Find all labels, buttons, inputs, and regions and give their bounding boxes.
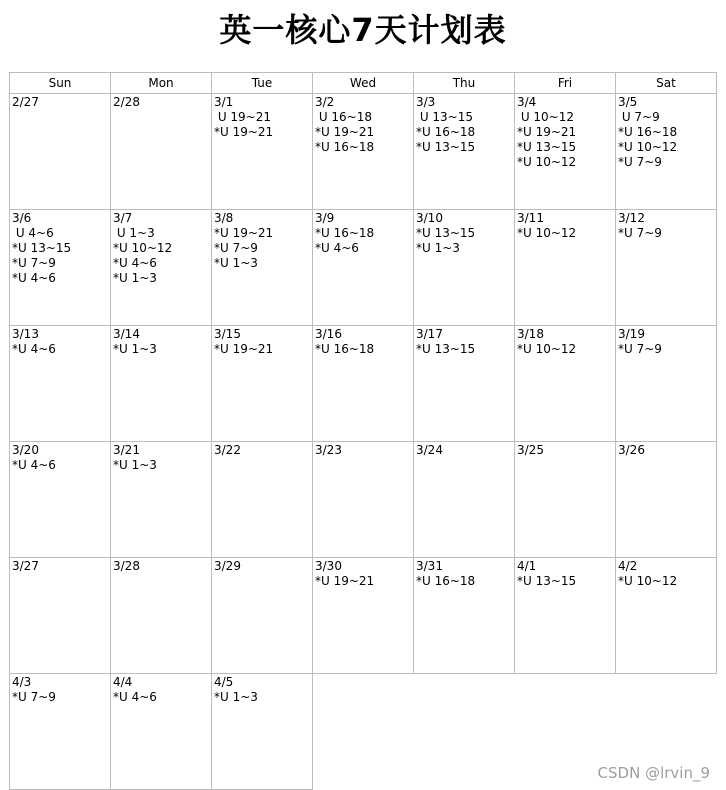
day-cell bbox=[313, 94, 414, 210]
day-date: 4/3 bbox=[12, 675, 32, 689]
day-cell bbox=[212, 210, 313, 326]
schedule-entry: *U 13~15 bbox=[517, 574, 577, 588]
day-date: 4/1 bbox=[517, 559, 537, 573]
week-row bbox=[10, 558, 717, 674]
day-cell bbox=[515, 94, 616, 210]
day-date: 3/2 bbox=[315, 95, 335, 109]
day-cell bbox=[212, 94, 313, 210]
schedule-entry: *U 4~6 bbox=[113, 690, 157, 704]
week-row bbox=[10, 326, 717, 442]
day-date: 3/13 bbox=[12, 327, 39, 341]
schedule-entry: U 1~3 bbox=[113, 226, 155, 240]
calendar-header bbox=[10, 73, 717, 94]
schedule-entry: *U 19~21 bbox=[517, 125, 577, 139]
day-cell bbox=[515, 210, 616, 326]
day-cell bbox=[111, 326, 212, 442]
day-date: 3/15 bbox=[214, 327, 241, 341]
schedule-entry: *U 19~21 bbox=[214, 342, 274, 356]
schedule-entry: *U 1~3 bbox=[113, 271, 157, 285]
schedule-entry: *U 4~6 bbox=[12, 342, 56, 356]
empty-cell bbox=[313, 674, 414, 790]
calendar-body bbox=[10, 94, 717, 790]
schedule-entry: U 4~6 bbox=[12, 226, 54, 240]
day-date: 3/9 bbox=[315, 211, 335, 225]
schedule-entry: *U 13~15 bbox=[12, 241, 72, 255]
day-cell bbox=[10, 558, 111, 674]
schedule-entry: *U 7~9 bbox=[618, 226, 662, 240]
schedule-entry: *U 1~3 bbox=[113, 342, 157, 356]
day-date: 2/28 bbox=[113, 95, 140, 109]
schedule-entry: *U 13~15 bbox=[416, 342, 476, 356]
schedule-entry: *U 10~12 bbox=[517, 226, 577, 240]
schedule-entry: *U 10~12 bbox=[618, 574, 678, 588]
day-date: 3/24 bbox=[416, 443, 443, 457]
day-cell bbox=[212, 674, 313, 790]
day-cell bbox=[515, 326, 616, 442]
schedule-entry: *U 1~3 bbox=[113, 458, 157, 472]
day-date: 3/30 bbox=[315, 559, 342, 573]
schedule-entry: *U 4~6 bbox=[315, 241, 359, 255]
day-date: 3/28 bbox=[113, 559, 140, 573]
schedule-entry: *U 4~6 bbox=[12, 271, 56, 285]
day-cell bbox=[616, 558, 717, 674]
weekday-header: Wed bbox=[313, 73, 414, 94]
week-row bbox=[10, 94, 717, 210]
day-date: 3/20 bbox=[12, 443, 39, 457]
day-date: 3/8 bbox=[214, 211, 234, 225]
day-cell bbox=[111, 94, 212, 210]
day-cell bbox=[111, 558, 212, 674]
day-cell bbox=[515, 558, 616, 674]
day-date: 3/1 bbox=[214, 95, 234, 109]
day-date: 3/17 bbox=[416, 327, 443, 341]
schedule-entry: *U 7~9 bbox=[214, 241, 258, 255]
day-cell bbox=[313, 558, 414, 674]
schedule-entry: *U 1~3 bbox=[214, 256, 258, 270]
day-cell bbox=[313, 326, 414, 442]
schedule-entry: *U 7~9 bbox=[12, 256, 56, 270]
empty-cell bbox=[414, 674, 515, 790]
day-date: 3/7 bbox=[113, 211, 133, 225]
schedule-entry: *U 10~12 bbox=[113, 241, 173, 255]
schedule-entry: U 16~18 bbox=[315, 110, 373, 124]
day-cell bbox=[212, 326, 313, 442]
page-title: 英一核心7天计划表 bbox=[219, 11, 507, 49]
weekday-header: Fri bbox=[515, 73, 616, 94]
week-row bbox=[10, 442, 717, 558]
day-cell bbox=[616, 326, 717, 442]
schedule-entry: U 7~9 bbox=[618, 110, 660, 124]
day-cell bbox=[414, 442, 515, 558]
day-date: 4/5 bbox=[214, 675, 234, 689]
schedule-entry: *U 16~18 bbox=[618, 125, 678, 139]
day-date: 3/11 bbox=[517, 211, 544, 225]
day-cell bbox=[212, 442, 313, 558]
schedule-entry: *U 1~3 bbox=[416, 241, 460, 255]
day-cell bbox=[414, 326, 515, 442]
weekday-header: Mon bbox=[111, 73, 212, 94]
schedule-entry: *U 4~6 bbox=[113, 256, 157, 270]
day-date: 3/27 bbox=[12, 559, 39, 573]
day-date: 2/27 bbox=[12, 95, 39, 109]
day-cell bbox=[313, 210, 414, 326]
day-cell bbox=[111, 210, 212, 326]
day-cell bbox=[515, 442, 616, 558]
day-cell bbox=[10, 210, 111, 326]
schedule-entry: *U 16~18 bbox=[416, 125, 476, 139]
weekday-header: Tue bbox=[212, 73, 313, 94]
day-date: 3/14 bbox=[113, 327, 140, 341]
schedule-entry: *U 16~18 bbox=[416, 574, 476, 588]
schedule-entry: *U 7~9 bbox=[12, 690, 56, 704]
day-cell bbox=[313, 442, 414, 558]
watermark: CSDN @lrvin_9 bbox=[597, 764, 710, 782]
day-cell bbox=[111, 674, 212, 790]
schedule-entry: *U 10~12 bbox=[517, 155, 577, 169]
schedule-entry: *U 4~6 bbox=[12, 458, 56, 472]
day-cell bbox=[414, 94, 515, 210]
schedule-entry: U 13~15 bbox=[416, 110, 474, 124]
day-date: 3/23 bbox=[315, 443, 342, 457]
schedule-entry: *U 16~18 bbox=[315, 140, 375, 154]
schedule-entry: *U 13~15 bbox=[517, 140, 577, 154]
day-cell bbox=[616, 442, 717, 558]
day-date: 3/4 bbox=[517, 95, 537, 109]
day-date: 3/29 bbox=[214, 559, 241, 573]
weekday-header: Thu bbox=[414, 73, 515, 94]
schedule-entry: *U 7~9 bbox=[618, 342, 662, 356]
schedule-entry: *U 16~18 bbox=[315, 226, 375, 240]
day-date: 3/25 bbox=[517, 443, 544, 457]
schedule-entry: *U 13~15 bbox=[416, 226, 476, 240]
schedule-entry: *U 7~9 bbox=[618, 155, 662, 169]
schedule-entry: U 19~21 bbox=[214, 110, 272, 124]
day-cell bbox=[616, 210, 717, 326]
day-date: 3/21 bbox=[113, 443, 140, 457]
day-date: 3/6 bbox=[12, 211, 32, 225]
day-date: 3/31 bbox=[416, 559, 443, 573]
schedule-entry: *U 19~21 bbox=[214, 125, 274, 139]
day-date: 3/12 bbox=[618, 211, 645, 225]
day-cell bbox=[10, 326, 111, 442]
calendar-table bbox=[9, 72, 717, 790]
schedule-entry: *U 16~18 bbox=[315, 342, 375, 356]
day-date: 4/4 bbox=[113, 675, 133, 689]
day-cell bbox=[414, 558, 515, 674]
schedule-entry: *U 1~3 bbox=[214, 690, 258, 704]
day-date: 3/26 bbox=[618, 443, 645, 457]
day-cell bbox=[212, 558, 313, 674]
day-date: 3/22 bbox=[214, 443, 241, 457]
schedule-entry: *U 19~21 bbox=[315, 574, 375, 588]
day-cell bbox=[10, 442, 111, 558]
day-date: 3/19 bbox=[618, 327, 645, 341]
day-cell bbox=[10, 674, 111, 790]
day-date: 3/10 bbox=[416, 211, 443, 225]
day-date: 3/5 bbox=[618, 95, 638, 109]
weekday-header: Sat bbox=[616, 73, 717, 94]
day-date: 4/2 bbox=[618, 559, 638, 573]
weekday-header: Sun bbox=[10, 73, 111, 94]
week-row bbox=[10, 210, 717, 326]
weekday-row bbox=[10, 73, 717, 94]
day-cell bbox=[414, 210, 515, 326]
schedule-entry: *U 10~12 bbox=[517, 342, 577, 356]
schedule-entry: U 10~12 bbox=[517, 110, 575, 124]
day-cell bbox=[616, 94, 717, 210]
day-date: 3/18 bbox=[517, 327, 544, 341]
schedule-entry: *U 19~21 bbox=[315, 125, 375, 139]
schedule-entry: *U 19~21 bbox=[214, 226, 274, 240]
schedule-entry: *U 13~15 bbox=[416, 140, 476, 154]
schedule-entry: *U 10~12 bbox=[618, 140, 678, 154]
day-date: 3/16 bbox=[315, 327, 342, 341]
day-cell bbox=[111, 442, 212, 558]
day-date: 3/3 bbox=[416, 95, 436, 109]
day-cell bbox=[10, 94, 111, 210]
